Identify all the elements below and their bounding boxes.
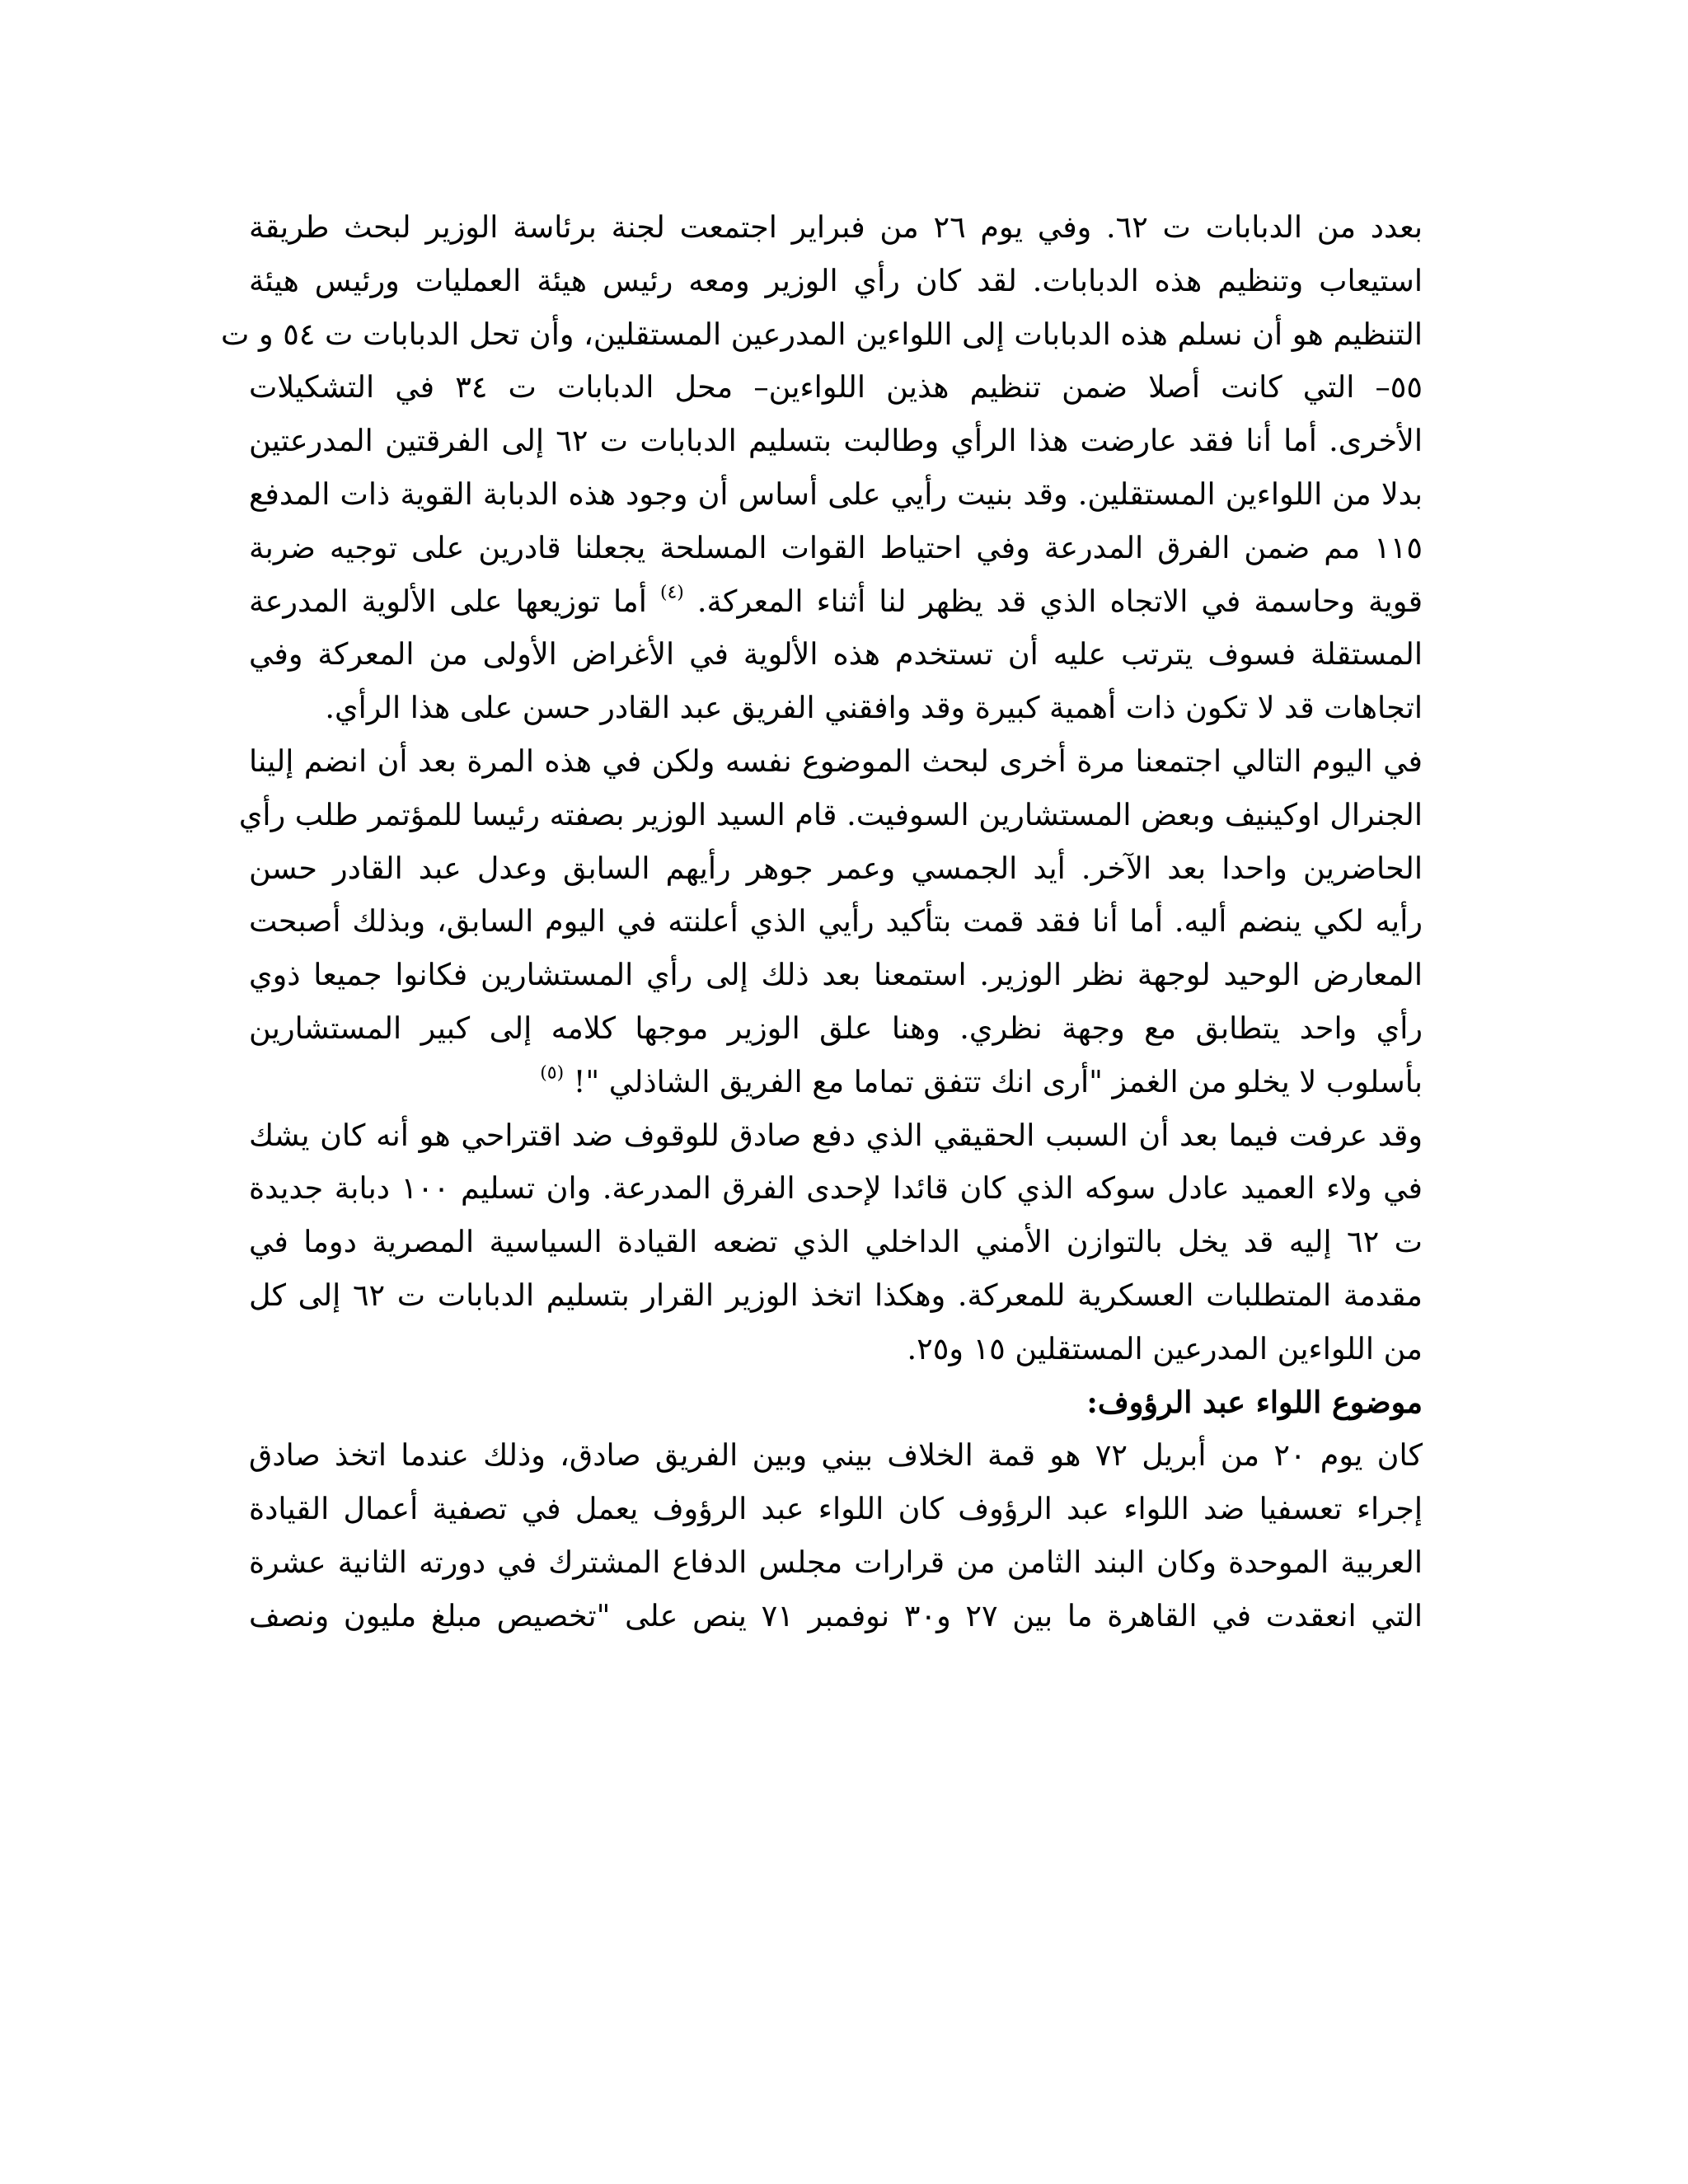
text-line: ت ٦٢ إليه قد يخل بالتوازن الأمني الداخلي الذي تضعه القيادة السياسية المصرية دوما في — [249, 1224, 1423, 1260]
text-line: إجراء تعسفيا ضد اللواء عبد الرؤوف كان اللواء عبد الرؤوف يعمل في تصفية أعمال القيادة — [249, 1491, 1423, 1527]
text-segment: قوية وحاسمة في الاتجاه الذي قد يظهر لنا أثناء المعركة. — [696, 583, 1423, 619]
text-line: في اليوم التالي اجتمعنا مرة أخرى لبحث الموضوع نفسه ولكن في هذه المرة بعد أن انضم إلينا — [249, 743, 1423, 779]
text-line: مقدمة المتطلبات العسكرية للمعركة. وهكذا اتخذ الوزير القرار بتسليم الدبابات ت ٦٢ إلى كل — [249, 1277, 1423, 1313]
text-line: ٥٥– التي كانت أصلا ضمن تنظيم هذين اللواءين– محل الدبابات ت ٣٤ في التشكيلات — [249, 369, 1423, 405]
paragraph-real-reason — [249, 1109, 1423, 1376]
footnote-marker: (٤) — [659, 582, 684, 603]
text-line-with-footnote — [249, 1056, 1423, 1109]
text-line: في ولاء العميد عادل سوكه الذي كان قائدا لإحدى الفرق المدرعة. وان تسليم ١٠٠ دبابة جديدة — [249, 1170, 1423, 1207]
section-heading: موضوع اللواء عبد الرؤوف: — [1086, 1384, 1423, 1420]
text-line: من اللواءين المدرعين المستقلين ١٥ و٢٥. — [907, 1330, 1423, 1366]
text-segment: أما توزيعها على الألوية المدرعة — [249, 583, 647, 619]
text-line: بدلا من اللواءين المستقلين. وقد بنيت رأيي على أساس أن وجود هذه الدبابة القوية ذات المدفع — [249, 476, 1423, 512]
text-line: الأخرى. أما أنا فقد عارضت هذا الرأي وطالبت بتسليم الدبابات ت ٦٢ إلى الفرقتين المدرعتين — [249, 423, 1423, 459]
text-line: ١١٥ مم ضمن الفرق المدرعة وفي احتياط القوات المسلحة يجعلنا قادرين على توجيه ضربة — [249, 529, 1423, 565]
paragraph-tanks-committee — [221, 201, 1423, 735]
text-line: الحاضرين واحدا بعد الآخر. أيد الجمسي وعمر جوهر رأيهم السابق وعدل عبد القادر حسن — [249, 850, 1423, 886]
text-line: اتجاهات قد لا تكون ذات أهمية كبيرة وقد وافقني الفريق عبد القادر حسن على هذا الرأي. — [325, 690, 1423, 726]
text-line: وقد عرفت فيما بعد أن السبب الحقيقي الذي دفع صادق للوقوف ضد اقتراحي هو أنه كان يشك — [249, 1117, 1423, 1153]
text-line: التي انعقدت في القاهرة ما بين ٢٧ و٣٠ نوفمبر ٧١ ينص على "تخصيص مبلغ مليون ونصف — [249, 1597, 1423, 1633]
paragraph-abdel-raouf — [249, 1429, 1423, 1643]
text-line: استيعاب وتنظيم هذه الدبابات. لقد كان رأي الوزير ومعه رئيس هيئة العمليات ورئيس هيئة — [249, 262, 1423, 298]
text-line: المستقلة فسوف يترتب عليه أن تستخدم هذه الألوية في الأغراض الأولى من المعركة وفي — [249, 636, 1423, 673]
text-line: بعدد من الدبابات ت ٦٢. وفي يوم ٢٦ من فبراير اجتمعت لجنة برئاسة الوزير لبحث طريقة — [249, 209, 1423, 245]
text-line: رأيه لكي ينضم أليه. أما أنا فقد قمت بتأكيد رأيي الذي أعلنته في اليوم السابق، وبذلك أصبحت — [249, 903, 1423, 940]
text-line: المعارض الوحيد لوجهة نظر الوزير. استمعنا بعد ذلك إلى رأي المستشارين فكانوا جميعا ذوي — [249, 957, 1423, 993]
text-line: العربية الموحدة وكان البند الثامن من قرارات مجلس الدفاع المشترك في دورته الثانية عشرة — [249, 1544, 1423, 1580]
text-line-with-footnote — [249, 575, 1423, 629]
text-segment: بأسلوب لا يخلو من الغمز "أرى انك تتفق تماما مع الفريق الشاذلي "! — [573, 1063, 1423, 1099]
paragraph-next-day-meeting — [238, 735, 1423, 1109]
document-page — [221, 201, 1423, 1643]
text-line: الجنرال اوكينيف وبعض المستشارين السوفيت. قام السيد الوزير بصفته رئيسا للمؤتمر طلب رأي — [238, 796, 1423, 832]
text-line: التنظيم هو أن نسلم هذه الدبابات إلى اللواءين المدرعين المستقلين، وأن تحل الدبابات ت ٥٤ و ت — [221, 316, 1423, 352]
footnote-marker: (٥) — [540, 1062, 565, 1084]
text-line: رأي واحد يتطابق مع وجهة نظري. وهنا علق الوزير موجها كلامه إلى كبير المستشارين — [249, 1010, 1423, 1046]
text-line: كان يوم ٢٠ من أبريل ٧٢ هو قمة الخلاف بيني وبين الفريق صادق، وذلك عندما اتخذ صادق — [249, 1437, 1423, 1474]
